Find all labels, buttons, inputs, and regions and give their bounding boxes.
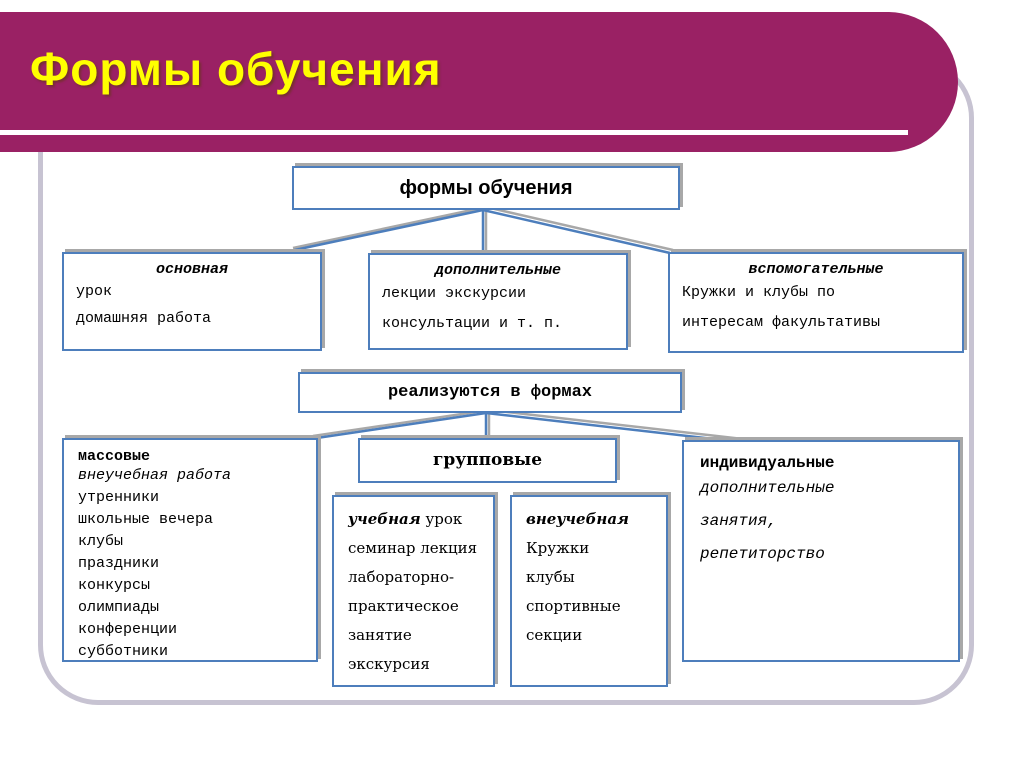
box-dopolnitelnye-line: лекции экскурсии [382, 285, 527, 302]
box-uchebnaya-line: занятие [348, 626, 412, 644]
box-massovye [62, 438, 318, 662]
box-individualnye-line: занятия, [700, 512, 777, 530]
box-gruppovye [358, 438, 617, 483]
box-osnovnaya-line: урок [76, 283, 113, 300]
box-vneuchebnaya-line: клубы [526, 568, 575, 586]
box-massovye-line: утренники [78, 489, 160, 506]
box-vspomogatelnye-heading: вспомогательные [748, 261, 884, 278]
box-osnovnaya-heading: основная [155, 261, 228, 278]
box-root [292, 166, 680, 210]
box-vspomogatelnye [668, 252, 964, 353]
box-massovye-line: школьные вечера [78, 511, 214, 528]
box-realizuyutsya-label: реализуются в формах [387, 383, 593, 402]
box-dopolnitelnye-heading: дополнительные [434, 262, 562, 279]
box-vneuchebnaya-line: спортивные [526, 597, 621, 615]
box-massovye-line: конференции [78, 621, 178, 638]
box-uchebnaya-heading-line [334, 497, 493, 534]
box-vneuchebnaya-line: секции [526, 626, 583, 644]
box-gruppovye-heading: групповые [432, 450, 543, 470]
box-dopolnitelnye-line: консультации и т. п. [382, 315, 563, 332]
box-massovye-heading: массовые [78, 448, 151, 465]
box-massovye-line: олимпиады [78, 599, 160, 616]
box-uchebnaya-line: экскурсия [348, 655, 430, 673]
box-massovye-subheading: внеучебная работа [78, 467, 232, 484]
box-massovye-line: конкурсы [78, 577, 151, 594]
slide-title: Формы обучения [30, 43, 442, 95]
box-vspomogatelnye-line: Кружки и клубы по [682, 284, 836, 301]
box-uchebnaya-line: лабораторно- [348, 568, 455, 586]
box-vneuchebnaya-heading: внеучебная [526, 510, 629, 528]
box-realizuyutsya [298, 372, 682, 413]
box-uchebnaya-line: семинар лекция [348, 539, 478, 557]
box-massovye-line: праздники [78, 555, 160, 572]
box-vneuchebnaya [510, 495, 668, 687]
box-massovye-line: субботники [78, 643, 169, 660]
box-individualnye-line: дополнительные [700, 479, 835, 497]
box-vneuchebnaya-line: Кружки [526, 539, 590, 557]
box-dopolnitelnye [368, 253, 628, 350]
box-uchebnaya-line: практическое [348, 597, 459, 615]
box-individualnye-line: репетиторство [700, 545, 825, 563]
box-uchebnaya-heading: учебная [348, 510, 421, 528]
box-osnovnaya-line: домашняя работа [76, 310, 212, 327]
box-individualnye [682, 440, 960, 662]
box-uchebnaya-heading-suffix: урок [420, 510, 463, 528]
box-osnovnaya [62, 252, 322, 351]
box-vspomogatelnye-line: интересам факультативы [682, 314, 881, 331]
box-massovye-line: клубы [78, 533, 124, 550]
box-root-label: формы обучения [399, 177, 573, 199]
slide-header [0, 12, 958, 152]
header-rule [0, 130, 908, 135]
box-uchebnaya [332, 495, 495, 687]
box-individualnye-heading: индивидуальные [700, 454, 835, 472]
